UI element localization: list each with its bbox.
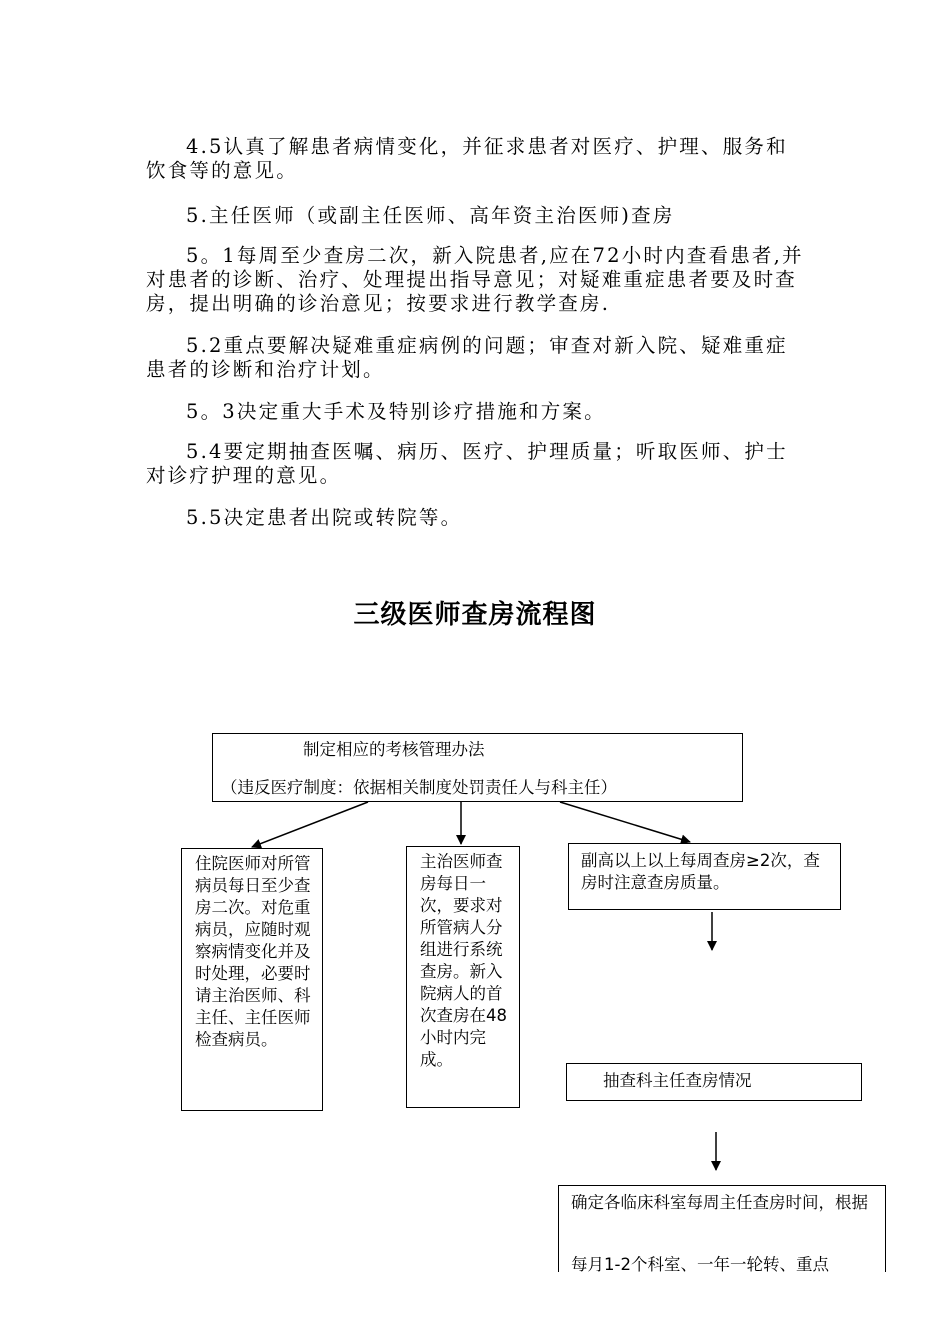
top-box-line1: 制定相应的考核管理办法 <box>303 740 485 759</box>
schedule-box <box>558 1185 886 1272</box>
paragraph-5-1: 5。1每周至少查房二次，新入院患者,应在72小时内查看患者,并对患者的诊断、治疗、处理提出指导意见；对疑难重症患者要及时查房，提出明确的诊治意见；按要求进行教学查房. <box>146 244 804 315</box>
spot-check-box-text: 抽查科主任查房情况 <box>603 1071 752 1090</box>
arrow-to-senior <box>560 802 690 842</box>
schedule-box-line2: 每月1-2个科室、一年一轮转、重点 <box>571 1255 829 1272</box>
paragraph-5-3: 5。3决定重大手术及特别诊疗措施和方案。 <box>186 400 606 423</box>
attending-box-text: 主治医师查房每日一次，要求对所管病人分组进行系统查房。新入院病人的首次查房在48小时内完成。 <box>420 852 507 1069</box>
attending-box <box>406 846 520 1108</box>
top-box-line2: （违反医疗制度：依据相关制度处罚责任人与科主任） <box>221 778 617 797</box>
arrow-to-resident <box>252 802 368 847</box>
paragraph-5: 5.主任医师（或副主任医师、高年资主治医师)查房 <box>186 204 675 227</box>
resident-box-text: 住院医师对所管病员每日至少查房二次。对危重病员，应随时观察病情变化并及时处理，必要时请主治医师、科主任、主任医师检查病员。 <box>195 854 311 1049</box>
senior-box-text: 副高以上以上每周查房≥2次，查房时注意查房质量。 <box>581 851 820 892</box>
paragraph-5-4: 5.4要定期抽查医嘱、病历、医疗、护理质量；听取医师、护士对诊疗护理的意见。 <box>146 440 788 487</box>
resident-box <box>181 848 323 1111</box>
paragraph-5-2: 5.2重点要解决疑难重症病例的问题；审查对新入院、疑难重症患者的诊断和治疗计划。 <box>146 334 788 381</box>
paragraph-5-5: 5.5决定患者出院或转院等。 <box>186 506 463 529</box>
top-box <box>212 733 743 802</box>
flowchart-title: 三级医师查房流程图 <box>353 600 597 630</box>
spot-check-box <box>566 1063 862 1101</box>
schedule-box-line1: 确定各临床科室每周主任查房时间，根据 <box>571 1193 868 1212</box>
senior-box <box>568 843 841 910</box>
paragraph-4-5: 4.5认真了解患者病情变化，并征求患者对医疗、护理、服务和饮食等的意见。 <box>146 135 788 182</box>
